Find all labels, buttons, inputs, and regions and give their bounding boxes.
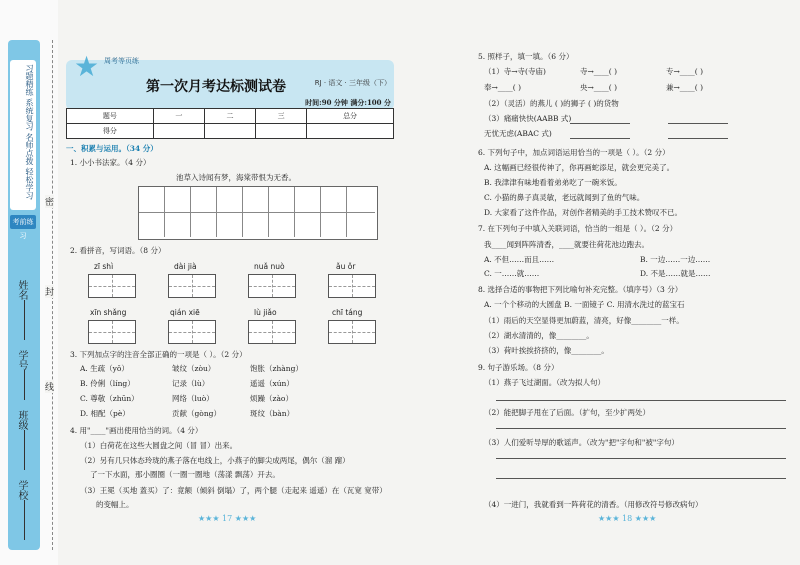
page-number: ★★★ 18 ★★★: [598, 514, 657, 523]
time-score: 时间:90 分钟 满分:100 分: [305, 98, 391, 107]
question-9: 9. 句子游乐场。（8 分）: [478, 363, 559, 372]
option-a-word: 饱胀（zhàng）: [250, 364, 303, 373]
copy-sample-text: 池草入诗闻有梦，海棠带恨为无香。: [176, 173, 296, 182]
q5-item[interactable]: 央→____( ): [580, 83, 618, 92]
slogan: 周考等页练: [104, 57, 139, 65]
q5-item[interactable]: 兼→____( ): [666, 83, 704, 92]
q7-option[interactable]: D. 不是……就是……: [640, 269, 711, 278]
grid-col-divider: [320, 187, 321, 237]
q9-line: （1）燕子飞过湖面。（改为拟人句）: [484, 378, 606, 387]
q8-line[interactable]: （3）荷叶挨挨挤挤的，像________。: [484, 346, 609, 355]
q8-choices: A. 一个个移动的大圆盘 B. 一面镜子 C. 用清水洗过的蓝宝石: [484, 300, 685, 309]
seal-char: 封: [45, 285, 54, 298]
answer-box[interactable]: [328, 320, 376, 344]
score-table: [66, 108, 394, 139]
q9-line: （4）一进门，我就看到一阵荷花的清香。（用修改符号修改病句）: [484, 500, 703, 509]
pinyin: dài jià: [174, 262, 197, 271]
q5-2[interactable]: （2）（灵活）的燕儿 ( )的狮子 ( )的货物: [484, 99, 619, 108]
option-c-word: 网络（luò）: [172, 394, 214, 403]
grid-row-divider: [139, 187, 375, 213]
answer-box[interactable]: [248, 320, 296, 344]
class-line[interactable]: [24, 430, 25, 470]
answer-box[interactable]: [168, 274, 216, 298]
question-7: 7. 在下列句子中填入关联词语，恰当的一组是（ ）。（2 分）: [478, 224, 678, 233]
q4-line: （2）另有几只体态玲珑的燕子落在电线上，小燕子的脚尖成两尾，偶尔（溜 蹓）: [80, 456, 350, 465]
question-8: 8. 选择合适的事物把下列比喻句补充完整。（填序号）（3 分）: [478, 285, 683, 294]
pinyin: lù jiǎo: [254, 308, 277, 317]
q6-option[interactable]: A. 这幅画已经很传神了，你再画蛇添足，就会更完美了。: [484, 163, 675, 172]
option-c[interactable]: C. 尊敬（zhūn）: [80, 394, 139, 403]
question-1: 1. 小小书法家。（4 分）: [70, 158, 151, 167]
score-cell[interactable]: [307, 124, 394, 139]
student-id-field-label: 学号: [16, 350, 27, 370]
pinyin: ǎu ǒr: [336, 262, 356, 271]
q4-line: 的变幅上。: [96, 500, 134, 509]
q9-line: （3）人们爱听导厚的歌谣声。（改为"把"字句和"被"字句）: [484, 438, 679, 447]
grid-col-divider: [346, 187, 347, 237]
school-line[interactable]: [24, 500, 25, 540]
grid-col-divider: [164, 187, 165, 237]
page-title: 第一次月考达标测试卷: [146, 79, 286, 95]
q5-item[interactable]: 寺→____( ): [580, 67, 618, 76]
q5-item: （1）寺→寺(寺庙): [484, 67, 546, 76]
writing-grid[interactable]: [138, 186, 378, 240]
left-page: [66, 0, 401, 565]
grid-col-divider: [242, 187, 243, 237]
score-header: 总分: [307, 109, 394, 124]
spine-label: 考前练习: [10, 215, 36, 229]
score-cell[interactable]: [256, 124, 307, 139]
score-header: 二: [204, 109, 255, 124]
grid-col-divider: [294, 187, 295, 237]
seal-char: 密: [45, 195, 54, 208]
q7-sentence: 我____闻到阵阵清香，____就要往荷花池边跑去。: [484, 240, 649, 249]
q4-line: 了一下水面，那小圈圈（一圈一圈地（荡漾 飘荡）开去。: [90, 470, 280, 479]
question-5: 5. 照样子，填一填。（6 分）: [478, 52, 574, 61]
q5-3a: （3）痛痛快快(AABB 式): [484, 114, 572, 123]
student-id-line[interactable]: [24, 370, 25, 400]
q9-line: （2）能把脚子甩在了后面。（扩句，至少扩两处）: [484, 408, 651, 417]
score-cell[interactable]: [204, 124, 255, 139]
answer-line[interactable]: [668, 123, 728, 124]
subject-meta: RJ · 语文 · 三年级（下）: [314, 79, 391, 87]
school-field-label: 学校: [16, 480, 27, 500]
q6-option[interactable]: B. 我津津有味地看着弟弟吃了一碗米饭。: [484, 178, 622, 187]
answer-line[interactable]: [570, 123, 630, 124]
option-b[interactable]: B. 伶俐（líng）: [80, 379, 135, 388]
question-2: 2. 看拼音，写词语。（8 分）: [70, 246, 166, 255]
answer-line[interactable]: [496, 400, 786, 401]
answer-line[interactable]: [570, 138, 630, 139]
seal-char: 线: [45, 380, 54, 393]
option-d[interactable]: D. 相配（pè）: [80, 409, 130, 418]
q4-line: （1）白荷花在这些大圆盘之间（冒 冒）出来。: [80, 441, 238, 450]
score-header: 三: [256, 109, 307, 124]
score-header: 一: [153, 109, 204, 124]
q8-line[interactable]: （2）湖水清清的，像________。: [484, 331, 594, 340]
q6-option[interactable]: C. 小猫的鼻子真灵敏，老远就闻到了鱼的气味。: [484, 193, 645, 202]
answer-box[interactable]: [248, 274, 296, 298]
option-d-word: 贡献（gòng）: [172, 409, 221, 418]
binding-spine: [0, 0, 58, 565]
score-header: 题号: [67, 109, 154, 124]
answer-line[interactable]: [496, 428, 786, 429]
q5-3b: 无忧无虑(ABAC 式): [484, 129, 552, 138]
q4-line: （3）王冕（买地 蓋买）了：竟额（倾斜 倒塌）了，两个腿（走起来 遥遥）在（瓦宽 宽带）: [80, 486, 387, 495]
right-page: [420, 0, 795, 565]
score-row-label: 得分: [67, 124, 154, 139]
section-heading: 一、积累与运用。（34 分）: [66, 144, 158, 153]
pinyin: zī shì: [94, 262, 114, 271]
spine-tag: 习题精练 系统复习 名师点拨 轻松学习: [10, 60, 36, 210]
name-field-label: 姓名: [16, 280, 27, 300]
q7-option[interactable]: C. 一……就……: [484, 269, 540, 278]
q7-option[interactable]: B. 一边……一边……: [640, 255, 711, 264]
answer-line[interactable]: [496, 478, 786, 479]
q7-option[interactable]: A. 不但……而且……: [484, 255, 555, 264]
star-icon: ★: [74, 50, 100, 83]
grid-col-divider: [268, 187, 269, 237]
answer-line[interactable]: [668, 138, 728, 139]
option-a-word: 皱纹（zòu）: [172, 364, 216, 373]
q5-item[interactable]: 专→____( ): [666, 67, 704, 76]
q5-item[interactable]: 奉→____( ): [484, 83, 522, 92]
question-6: 6. 下列句子中，加点词语运用恰当的一项是（ ）。（2 分）: [478, 148, 670, 157]
grid-col-divider: [190, 187, 191, 237]
q8-line[interactable]: （1）雨后的天空显得更加蔚蓝，清亮，好像________一样。: [484, 316, 684, 325]
option-d-word: 斑纹（bàn）: [250, 409, 295, 418]
option-c-word: 烦躁（zào）: [250, 394, 293, 403]
question-3: 3. 下列加点字的注音全部正确的一项是（ ）。（2 分）: [70, 350, 247, 359]
option-b-word: 遥遥（xún）: [250, 379, 294, 388]
pinyin: nuǎ nuò: [254, 262, 285, 271]
pinyin: qián xiē: [170, 308, 200, 317]
q6-option[interactable]: D. 大家看了这件作品，对创作者精美的手工技术赞叹不已。: [484, 208, 683, 217]
answer-line[interactable]: [496, 458, 786, 459]
grid-col-divider: [216, 187, 217, 237]
answer-box[interactable]: [88, 320, 136, 344]
pinyin: chī táng: [332, 308, 363, 317]
answer-box[interactable]: [168, 320, 216, 344]
answer-box[interactable]: [328, 274, 376, 298]
pinyin: xīn shǎng: [90, 308, 127, 317]
option-b-word: 记录（lù）: [172, 379, 210, 388]
class-field-label: 班级: [16, 410, 27, 430]
name-line[interactable]: [24, 300, 25, 340]
score-cell[interactable]: [153, 124, 204, 139]
option-a[interactable]: A. 生疏（yǒ）: [80, 364, 129, 373]
answer-box[interactable]: [88, 274, 136, 298]
page-number: ★★★ 17 ★★★: [198, 514, 257, 523]
question-4: 4. 用"____"画出使用恰当的词。（4 分）: [70, 426, 203, 435]
